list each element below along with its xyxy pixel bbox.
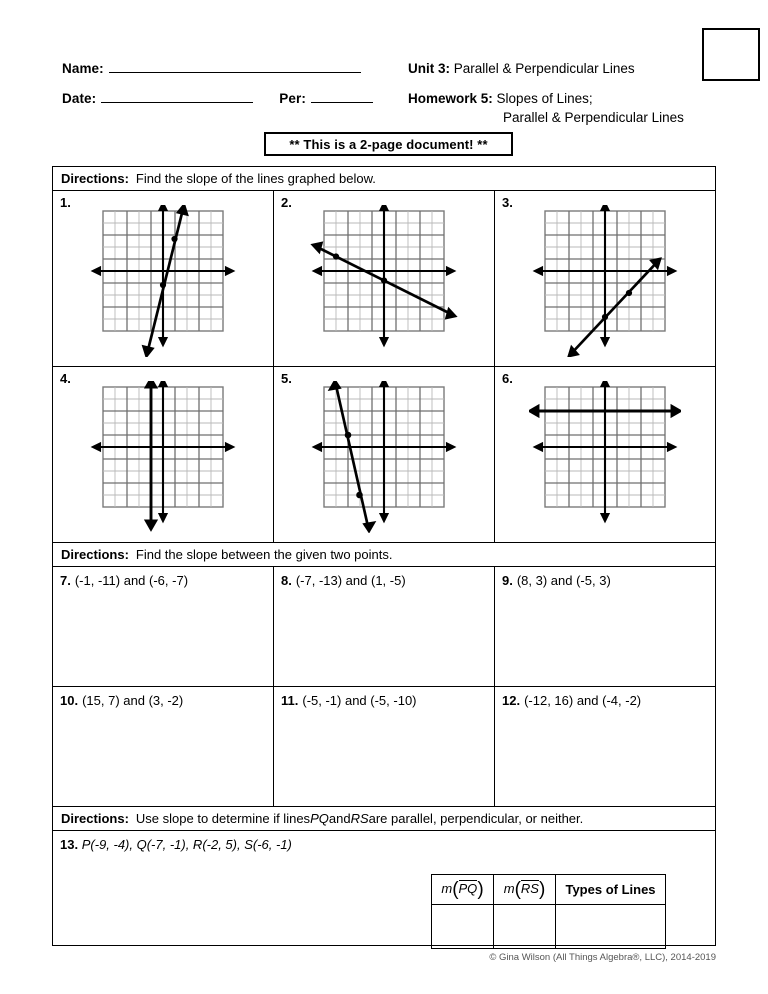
problem-1-number: 1. (60, 195, 71, 210)
unit-label: Unit 3: (408, 61, 450, 76)
unit-line (408, 61, 635, 76)
answer-table-header-row (432, 875, 666, 905)
problem-13-number: 13. (60, 837, 79, 852)
problem-1-cell[interactable] (53, 191, 274, 366)
worksheet-body (52, 166, 716, 946)
answer-table (431, 874, 666, 949)
problem-8-text: (-7, -13) and (1, -5) (295, 573, 406, 588)
directions-bar-2 (53, 543, 715, 567)
page-count-banner: ** This is a 2-page document! ** (264, 132, 513, 156)
problem-13-points: P(-9, -4), Q(-7, -1), R(-2, 5), S(-6, -1) (81, 837, 292, 852)
answer-table-header-mpq: m(PQ) (432, 875, 494, 905)
mpq-segment-label: PQ (458, 880, 478, 896)
problem-11-cell[interactable] (274, 687, 495, 806)
problem-11-number: 11. (281, 693, 299, 708)
name-input-line[interactable] (109, 60, 361, 73)
score-box (702, 28, 760, 81)
per-label: Per: (279, 91, 306, 106)
directions-bar-1 (53, 167, 715, 191)
problem-4-number: 4. (60, 371, 71, 386)
date-label: Date: (62, 91, 97, 106)
answer-table-row (432, 905, 666, 949)
problem-9-number: 9. (502, 573, 513, 588)
graph-row-1 (53, 191, 715, 367)
problem-6-number: 6. (502, 371, 513, 386)
directions-label-2: Directions: (61, 547, 129, 562)
directions-label-1: Directions: (61, 171, 129, 186)
per-input-line[interactable] (311, 90, 373, 103)
problem-13-cell[interactable] (53, 831, 715, 953)
directions-label-3: Directions: (61, 811, 129, 826)
date-input-line[interactable] (101, 90, 253, 103)
mpq-m-label: m (441, 880, 453, 896)
problem-5-cell[interactable] (274, 367, 495, 542)
graph-3 (529, 205, 681, 357)
worksheet-header (0, 0, 768, 125)
problem-9-text: (8, 3) and (-5, 3) (516, 573, 611, 588)
homework-label: Homework 5: (408, 91, 493, 106)
problem-12-cell[interactable] (495, 687, 715, 806)
problem-3-number: 3. (502, 195, 513, 210)
graph-5 (308, 381, 460, 533)
problem-10-cell[interactable] (53, 687, 274, 806)
homework-title-line2: Parallel & Perpendicular Lines (503, 110, 684, 125)
directions-bar-3 (53, 807, 715, 831)
directions-text-3a: Use slope to determine if lines (135, 811, 311, 826)
copyright-footer: © Gina Wilson (All Things Algebra®, LLC), 2014-2019 (489, 952, 716, 963)
date-row (62, 90, 373, 106)
problem-4-cell[interactable] (53, 367, 274, 542)
directions-text-1: Find the slope of the lines graphed below. (135, 171, 376, 186)
problem-2-cell[interactable] (274, 191, 495, 366)
problem-8-number: 8. (281, 573, 292, 588)
mrs-segment-label: RS (520, 880, 539, 896)
problem-3-cell[interactable] (495, 191, 715, 366)
answer-cell-mpq[interactable] (432, 905, 494, 949)
graph-row-2 (53, 367, 715, 543)
problem-11-text: (-5, -1) and (-5, -10) (302, 693, 417, 708)
problem-13-statement (60, 837, 292, 852)
problem-10-text: (15, 7) and (3, -2) (82, 693, 184, 708)
answer-table-header-mrs: m(RS) (494, 875, 556, 905)
directions-text-3c: are parallel, perpendicular, or neither. (368, 811, 584, 826)
graph-2 (308, 205, 460, 357)
problem-10-number: 10. (60, 693, 79, 708)
problem-7-cell[interactable] (53, 567, 274, 686)
problem-7-number: 7. (60, 573, 71, 588)
graph-6 (529, 381, 681, 533)
graph-4 (87, 381, 239, 533)
problem-12-text: (-12, 16) and (-4, -2) (524, 693, 642, 708)
problem-7-text: (-1, -11) and (-6, -7) (74, 573, 189, 588)
problem-6-cell[interactable] (495, 367, 715, 542)
answer-cell-mrs[interactable] (494, 905, 556, 949)
problem-9-cell[interactable] (495, 567, 715, 686)
unit-title: Parallel & Perpendicular Lines (453, 61, 635, 76)
directions-text-3b: and (328, 811, 351, 826)
point-problem-row-2 (53, 687, 715, 807)
homework-line (408, 91, 593, 106)
graph-1 (87, 205, 239, 357)
line-rs-ref: RS (350, 811, 369, 826)
answer-table-header-types: Types of Lines (556, 875, 666, 905)
answer-cell-types[interactable] (556, 905, 666, 949)
problem-2-number: 2. (281, 195, 292, 210)
problem-12-number: 12. (502, 693, 521, 708)
problem-5-number: 5. (281, 371, 292, 386)
mrs-m-label: m (503, 880, 515, 896)
name-label: Name: (62, 61, 104, 76)
line-pq-ref: PQ (310, 811, 329, 826)
directions-text-2: Find the slope between the given two points. (135, 547, 393, 562)
problem-8-cell[interactable] (274, 567, 495, 686)
point-problem-row-1 (53, 567, 715, 687)
name-row (62, 60, 361, 76)
homework-title: Slopes of Lines; (496, 91, 593, 106)
